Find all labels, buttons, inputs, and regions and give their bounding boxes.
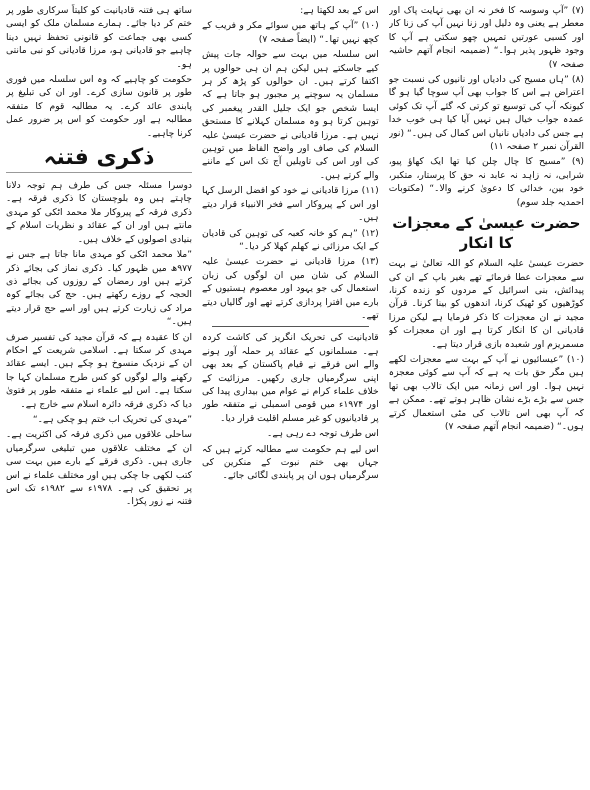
mid-paragraph-2: (۱۱) مرزا قادیانی نے خود کو افضل الرسل کہا اور اس کے پیروکار اسے فخر الانبیاء قرار دیتے ہیں۔ <box>202 185 379 224</box>
mid-paragraph-1: اس سلسلہ میں بہت سے حوالہ جات پیش کیے جاسکتے ہیں لیکن ہم ان ہی حوالوں پر اکتفا کرتے ہیں۔ ان حوالوں کو پڑھ کر ہر مسلمان یہ سوچنے پر مجبور ہو جاتا ہے کہ ایسا شخص جو ایک جلیل القدر پیغمبر کی توہین کرتا ہو وہ مسلمان کہلانے کا مستحق نہیں ہے۔ مرزا قادیانی نے حضرت عیسیٰ علیہ السلام کی صاف اور واضح الفاظ میں توہین کی اور اس کی تاویلیں آج تک اس کے ماننے والے کرتے ہیں۔ <box>202 49 379 181</box>
mid-paragraph-4: (۱۳) مرزا قادیانی نے حضرت عیسیٰ علیہ السلام کی شان میں ان لوگوں کی زبان استعمال کی جو یہود اور معصوم ہستیوں کے بارے میں افترا پردازی کرتے تھے اور گالیاں دیتے تھے۔ <box>202 256 379 321</box>
left-paragraph-6: ساحلی علاقوں میں ذکری فرقہ کی اکثریت ہے۔ ان کے مختلف علاقوں میں تبلیغی سرگرمیاں جاری ہیں۔ ذکری فرقے کے بارے میں بہت سی کتب لکھی جا چکی ہیں اور مختلف علماء نے اس پر تحقیق کی ہے۔ ۱۹۷۸ء سے ۱۹۸۲ء تک اس فتنہ نے زور پکڑا۔ <box>6 429 192 508</box>
left-paragraph-4: ان کا عقیدہ ہے کہ قرآن مجید کی تفسیر صرف مہدی کر سکتا ہے۔ اسلامی شریعت کے احکام ان کے نزدیک منسوخ ہو چکے ہیں۔ ایسے عقائد رکھنے والے لوگوں کو کس طرح مسلمان کہا جا سکتا ہے۔ اس لیے علماء نے متفقہ طور پر فتویٰ دیا کہ ذکری فرقہ دائرہ اسلام سے خارج ہے۔ <box>6 331 192 410</box>
quote-9: (۹) ”مسیح کا چال چلن کیا تھا ایک کھاؤ پیو، شرابی، نہ زاہد نہ عابد نہ حق کا پرستار، متکبر، خود بین، خدائی کا دعویٰ کرنے والا۔“ (مکتوبات احمدیہ جلد سوم) <box>388 156 584 208</box>
quote-10: (۱۰) ”عیسائیوں نے آپ کے بہت سے معجزات لکھے ہیں مگر حق بات یہ ہے کہ آپ سے کوئی معجزہ نہیں ہوا۔ اور اس زمانہ میں ایک تالاب بھی تھا جس سے بڑے بڑے نشان ظاہر ہوتے تھے۔ ممکن ہے کہ آپ بھی اس تالاب کی مٹی استعمال کرتے ہوں۔“ (ضمیمہ انجام آتھم صفحہ ۷) <box>388 353 584 432</box>
middle-column <box>202 4 379 786</box>
quote-8: (۸) ”ہاں مسیح کی دادیاں اور نانیوں کی نسبت جو اعتراض ہے اس کا جواب بھی آپ سوچا گیا ہو گا کیونکہ آپ کی توسیع تو کرتی کہ گئے آپ تک کوئی عمدہ جواب خیال ہیں نہیں آیا کیا ہی خوب خدا ہے جس کی دادیاں نانیاں اس کمال کی ہیں۔“ (نور القرآن نمبر ۲ صفحہ ۱۱) <box>388 74 584 153</box>
left-paragraph-3: دوسرا مسئلہ جس کی طرف ہم توجہ دلانا چاہتے ہیں وہ بلوچستان کا ذکری فرقہ ہے۔ ذکری فرقہ کے پیروکار ملا محمد اٹکی کو مہدی مانتے ہیں اور ان کے عقائد و نظریات اسلام کے بنیادی اصولوں کے خلاف ہیں۔ <box>6 180 192 245</box>
mid-paragraph-7: اس لیے ہم حکومت سے مطالبہ کرتے ہیں کہ جہاں بھی ختم نبوت کے منکرین کی سرگرمیاں ہوں ان پر پابندی لگائی جائے۔ <box>202 443 379 482</box>
section-heading-miracles: حضرت عیسیٰ کے معجزات کا انکار <box>392 214 581 253</box>
mid-paragraph-3: (۱۲) ”ہم کو خانہ کعبہ کی توہین کی قادیان کے ایک مرزائی نے کھلم کھلا کر دیا۔“ <box>202 227 379 252</box>
mid-intro: اس کے بعد لکھتا ہے: <box>300 5 379 16</box>
left-paragraph-5: ”مہدی کی تحریک اب ختم ہو چکی ہے۔“ <box>32 413 192 425</box>
left-quote: ”ملا محمد اٹکی کو مہدی مانا جاتا ہے جس نے ۹۷۷ھ میں ظہور کیا۔ ذکری نماز کی بجائے ذکر کرتے ہیں اور رمضان کے روزوں کی بجائے ذی الحجہ کے روزے رکھتے ہیں۔ حج کی بجائے کوہ مراد کی زیارت کرتے ہیں اور اسے حج قرار دیتے ہیں۔“ <box>6 249 192 328</box>
mid-quote: (۱۰) ”آپ کے ہاتھ میں سوائے مکر و فریب کے کچھ نہیں تھا۔“ (ایضاً صفحہ ۷) <box>202 20 379 45</box>
column-divider <box>212 326 369 327</box>
left-paragraph-2: حکومت کو چاہیے کہ وہ اس سلسلہ میں فوری طور پر قانون سازی کرے۔ اور ان کی تبلیغ پر پابندی عائد کرے۔ یہ مطالبہ قوم کا متفقہ مطالبہ ہے اور حکومت کو اس پر ضرور عمل کرنا چاہیے۔ <box>6 74 192 139</box>
miracles-paragraph: حضرت عیسیٰ علیہ السلام کو اللہ تعالیٰ نے بہت سے معجزات عطا فرمائے تھے بغیر باپ کے ان کی پیدائش، بنی اسرائیل کے مردوں کو زندہ کرنا، کوڑھیوں کو ٹھیک کرنا، اندھوں کو بینا کرنا۔ قرآن مجید نے ان معجزات کا ذکر فرمایا ہے لیکن مرزا قادیانی ان کا انکار کرتا ہے اور ان معجزات کو مسمریزم اور شعبدہ بازی قرار دیتا ہے۔ <box>388 258 584 350</box>
quote-7: (۷) ”آپ وسوسہ کا فخر نہ ان بھی نہایت پاک اور معطر ہے یعنی وہ دلیل اور زنا نہیں آپ کی زنا کار اور کسبی عورتیں تمہیں چھو سکتی ہے آپ کا وجود ظہور پذیر ہوا۔“ (ضمیمہ انجام آتھم حاشیہ صفحہ ۷) <box>388 5 584 70</box>
mid-paragraph-5: قادیانیت کی تحریک انگریز کی کاشت کردہ ہے۔ مسلمانوں کے عقائد پر حملہ آور ہونے والے اس فرقے نے قیام پاکستان کے بعد بھی اپنی سرگرمیاں جاری رکھیں۔ مرزائیت کے خلاف علماء کرام نے عوام میں بیداری پیدا کی اور ۱۹۷۴ء میں قومی اسمبلی نے متفقہ طور پر قادیانیوں کو غیر مسلم اقلیت قرار دیا۔ <box>202 332 379 424</box>
mid-paragraph-6: اس طرف توجہ دے رہی ہے۔ <box>266 428 379 440</box>
right-column <box>389 4 584 786</box>
left-column <box>6 4 192 786</box>
section-heading-zikri: ذکری فتنہ <box>6 144 192 173</box>
left-paragraph-1: ساتھ ہی فتنہ قادیانیت کو کلیتاً سرکاری طور پر ختم کر دیا جائے۔ ہمارے مسلمان ملک کو ایسی کسی بھی جماعت کو قانونی تحفظ نہیں دینا چاہیے جو قادیانی ہو، مرزا قادیانی کو نبی مانتی ہو۔ <box>6 5 192 70</box>
